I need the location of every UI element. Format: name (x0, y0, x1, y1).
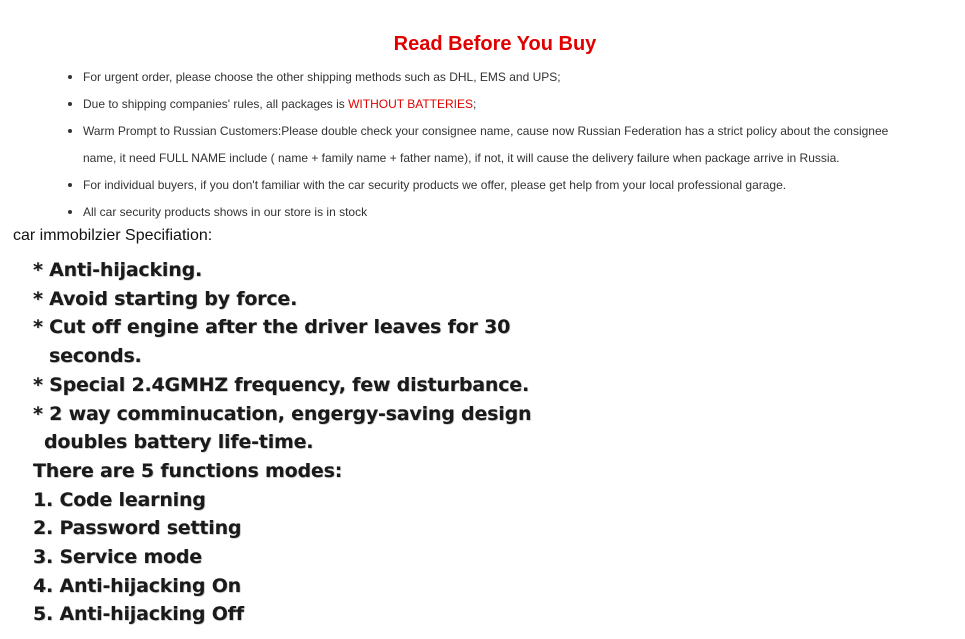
modes-heading: There are 5 functions modes: (33, 459, 343, 482)
feature-line: * Cut off engine after the driver leaves for 30 (33, 316, 511, 339)
list-item-text-end: ; (473, 97, 477, 111)
list-item (83, 172, 953, 199)
bullet-icon (68, 183, 72, 187)
list-item-text-line1: Warm Prompt to Russian Customers:Please double check your consignee name, cause now Russian Federation has a strict policy about the consignee (83, 124, 889, 138)
list-item (83, 118, 953, 172)
list-item-text: All car security products shows in our store is in stock (83, 205, 368, 219)
feature-line: * Special 2.4GMHZ frequency, few disturbance. (33, 373, 530, 396)
bullet-icon (68, 75, 72, 79)
notice-list (83, 64, 953, 226)
spec-block (33, 256, 633, 629)
bullet-icon (68, 102, 72, 106)
list-item (83, 64, 953, 91)
battery-warning-highlight: WITHOUT BATTERIES (348, 97, 474, 111)
mode-item: 1. Code learning (33, 488, 206, 511)
list-item-text-line2: name, it need FULL NAME include ( name + family name + father name), if not, it will cause the delivery failure when package arrive in Russia. (83, 151, 840, 165)
mode-item: 5. Anti-hijacking Off (33, 603, 244, 626)
mode-item: 2. Password setting (33, 517, 242, 540)
list-item (83, 91, 953, 118)
list-item (83, 199, 953, 226)
list-item-text: Due to shipping companies' rules, all packages is (83, 97, 349, 111)
feature-line: * Anti-hijacking. (33, 259, 202, 281)
spec-heading: car immobilzier Specifiation: (13, 227, 213, 244)
mode-item: 3. Service mode (33, 546, 202, 569)
bullet-icon (68, 210, 72, 214)
notice-title: Read Before You Buy (393, 33, 597, 55)
feature-line-continued: seconds. (49, 345, 142, 368)
mode-item: 4. Anti-hijacking On (33, 574, 241, 597)
feature-line-continued: doubles battery life-time. (44, 431, 314, 454)
bullet-icon (68, 129, 72, 133)
list-item-text: For urgent order, please choose the other shipping methods such as DHL, EMS and UPS; (83, 70, 561, 84)
list-item-text: For individual buyers, if you don't familiar with the car security products we offer, please get help from your local professional garage. (83, 178, 787, 192)
feature-line: * Avoid starting by force. (33, 287, 298, 310)
feature-line: * 2 way comminucation, engergy-saving design (33, 402, 532, 425)
